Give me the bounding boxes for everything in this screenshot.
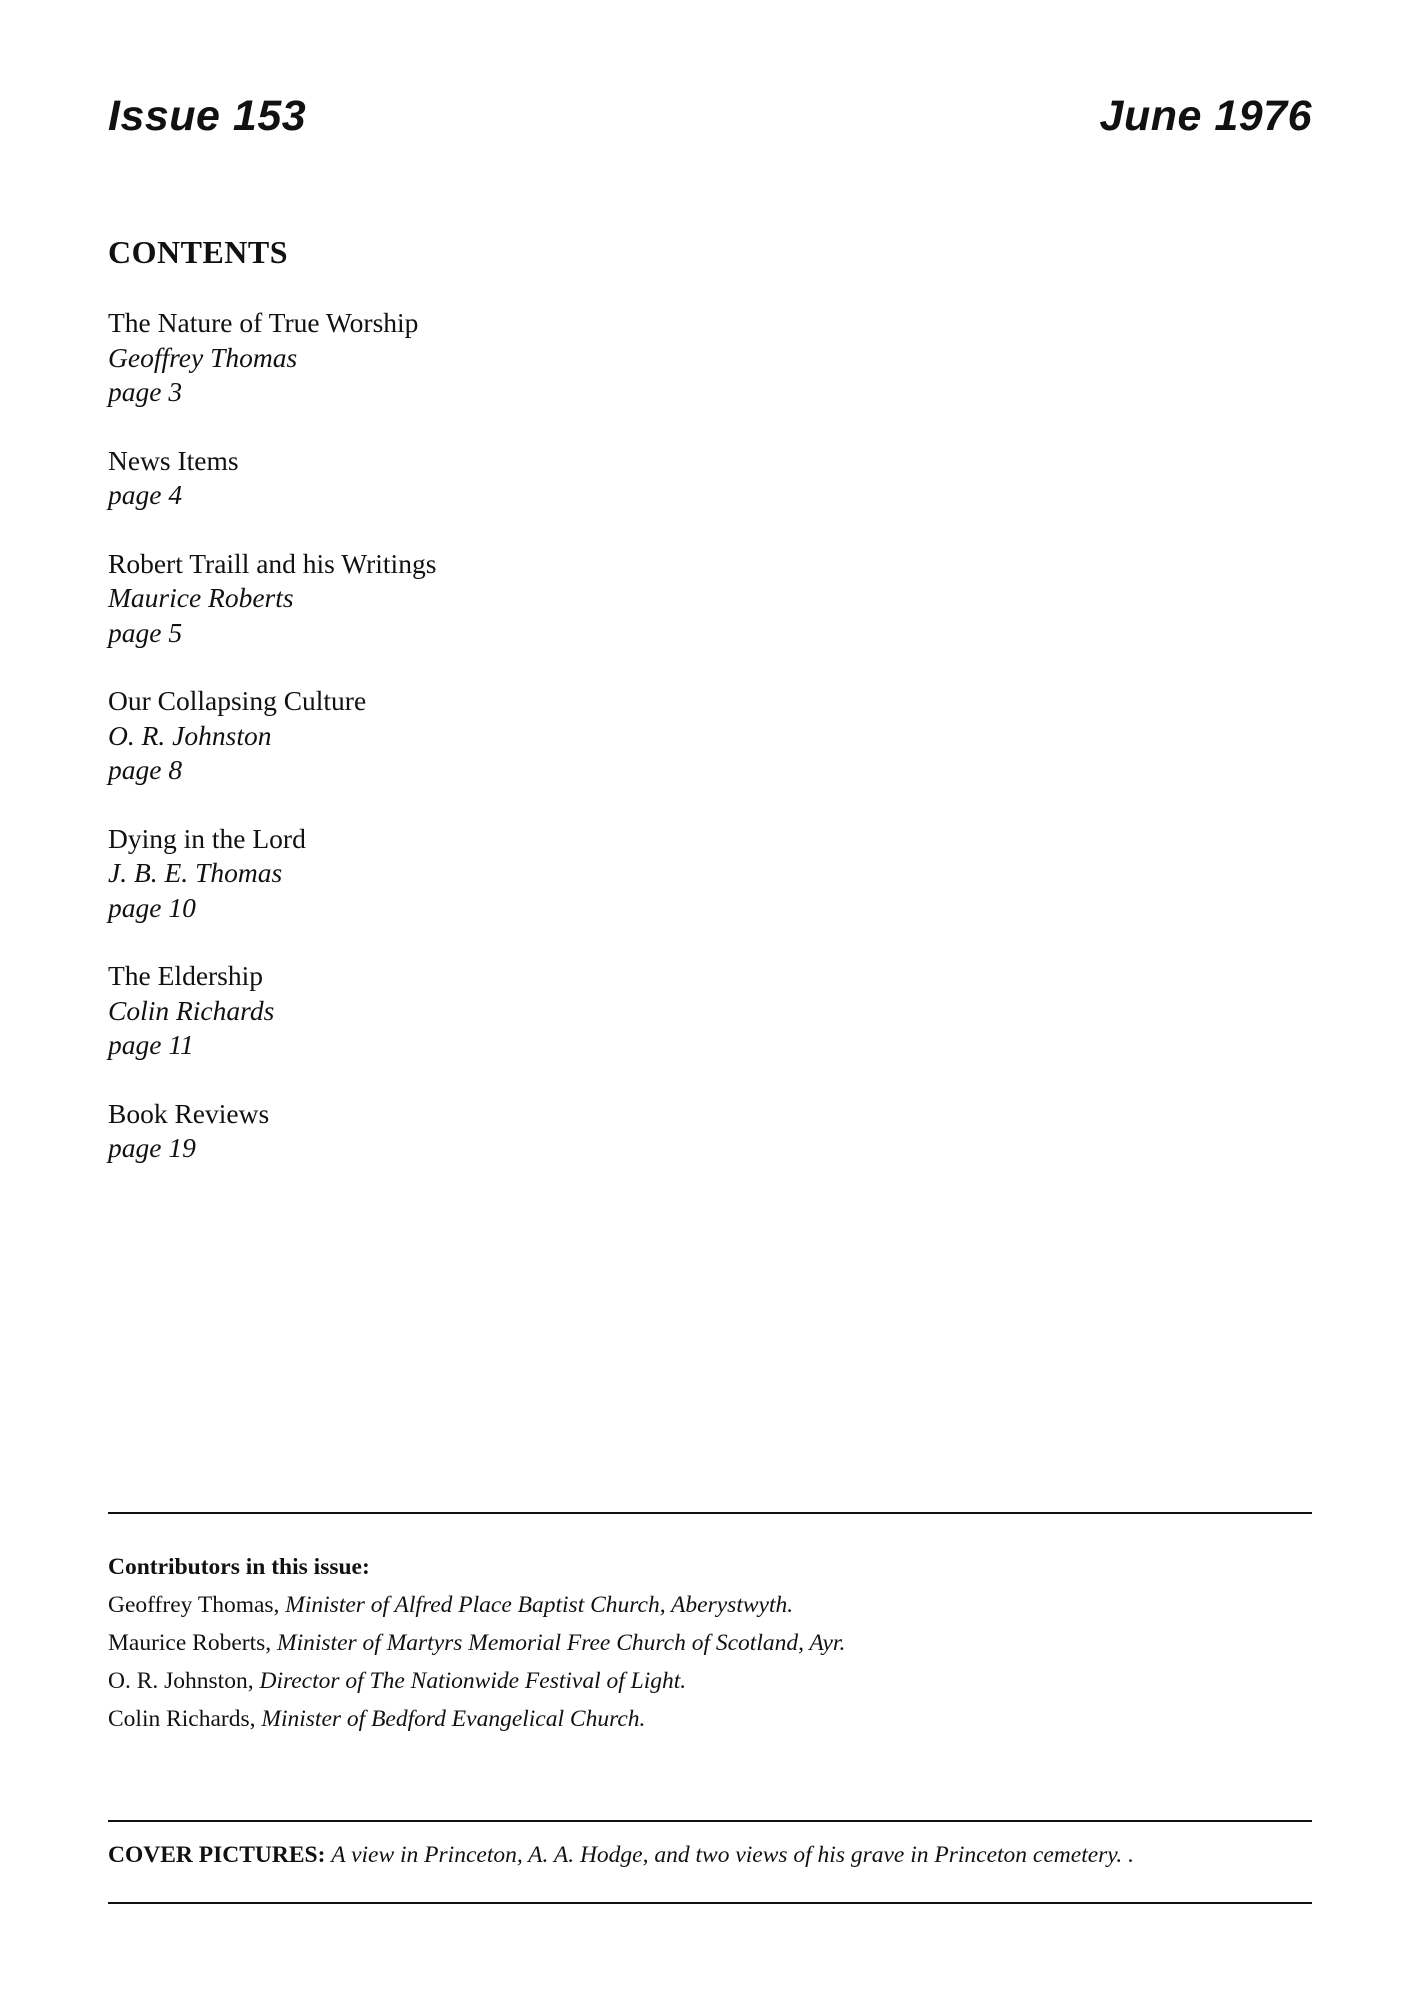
divider-rule — [108, 1902, 1312, 1904]
article-page: page 3 — [108, 376, 183, 407]
contents-item — [108, 1097, 436, 1166]
contents-item — [108, 959, 436, 1063]
issue-date: June 1976 — [1099, 92, 1312, 140]
contents-item — [108, 684, 436, 788]
cover-pictures-note — [108, 1842, 1312, 1869]
article-author: Maurice Roberts — [108, 582, 294, 613]
contents-heading: CONTENTS — [108, 234, 289, 270]
divider-rule — [108, 1820, 1312, 1822]
contents-item — [108, 547, 436, 651]
article-title: Our Collapsing Culture — [108, 685, 367, 716]
contributor-line — [108, 1586, 1312, 1624]
contributor-role: Director of The Nationwide Festival of Light. — [259, 1668, 687, 1694]
article-page: page 19 — [108, 1132, 196, 1163]
article-title: The Eldership — [108, 960, 264, 991]
article-author: O. R. Johnston — [108, 719, 272, 751]
contributors-heading: Contributors in this issue: — [108, 1554, 370, 1580]
article-title: News Items — [108, 444, 239, 476]
divider-rule — [108, 1512, 1312, 1514]
contributor-name: Maurice Roberts, — [108, 1630, 272, 1656]
article-title: Robert Traill and his Writings — [108, 547, 437, 579]
article-page: page 5 — [108, 616, 183, 648]
contributor-line — [108, 1700, 1312, 1738]
contributor-name: Colin Richards, — [108, 1706, 256, 1732]
cover-pictures-label: COVER PICTURES: — [108, 1842, 326, 1868]
article-page: page 11 — [108, 1029, 194, 1060]
article-author: J. B. E. Thomas — [108, 857, 283, 888]
article-page: page 10 — [108, 891, 196, 923]
contributor-line — [108, 1624, 1312, 1662]
contributor-name: Geoffrey Thomas, — [108, 1592, 280, 1618]
article-title: Dying in the Lord — [108, 822, 306, 854]
cover-pictures-description: A view in Princeton, A. A. Hodge, and two views of his grave in Princeton cemetery. . — [331, 1842, 1135, 1868]
contributor-role: Minister of Martyrs Memorial Free Church of Scotland, Ayr. — [277, 1630, 846, 1656]
article-author: Geoffrey Thomas — [108, 341, 298, 373]
article-author: Colin Richards — [108, 994, 275, 1026]
contributor-name: O. R. Johnston, — [108, 1668, 254, 1694]
contributors-section — [108, 1548, 1312, 1738]
issue-number: Issue 153 — [108, 92, 307, 140]
article-title: The Nature of True Worship — [108, 307, 419, 338]
article-title: Book Reviews — [108, 1097, 270, 1129]
contents-list — [108, 306, 436, 1200]
article-page: page 4 — [108, 479, 183, 510]
contributor-role: Minister of Alfred Place Baptist Church, Aberystwyth. — [285, 1592, 794, 1618]
masthead — [108, 92, 1312, 141]
article-page: page 8 — [108, 754, 183, 785]
contributor-line — [108, 1662, 1312, 1700]
contents-item — [108, 306, 436, 410]
contents-item — [108, 822, 436, 926]
contributor-role: Minister of Bedford Evangelical Church. — [261, 1706, 646, 1732]
contents-item — [108, 444, 436, 513]
